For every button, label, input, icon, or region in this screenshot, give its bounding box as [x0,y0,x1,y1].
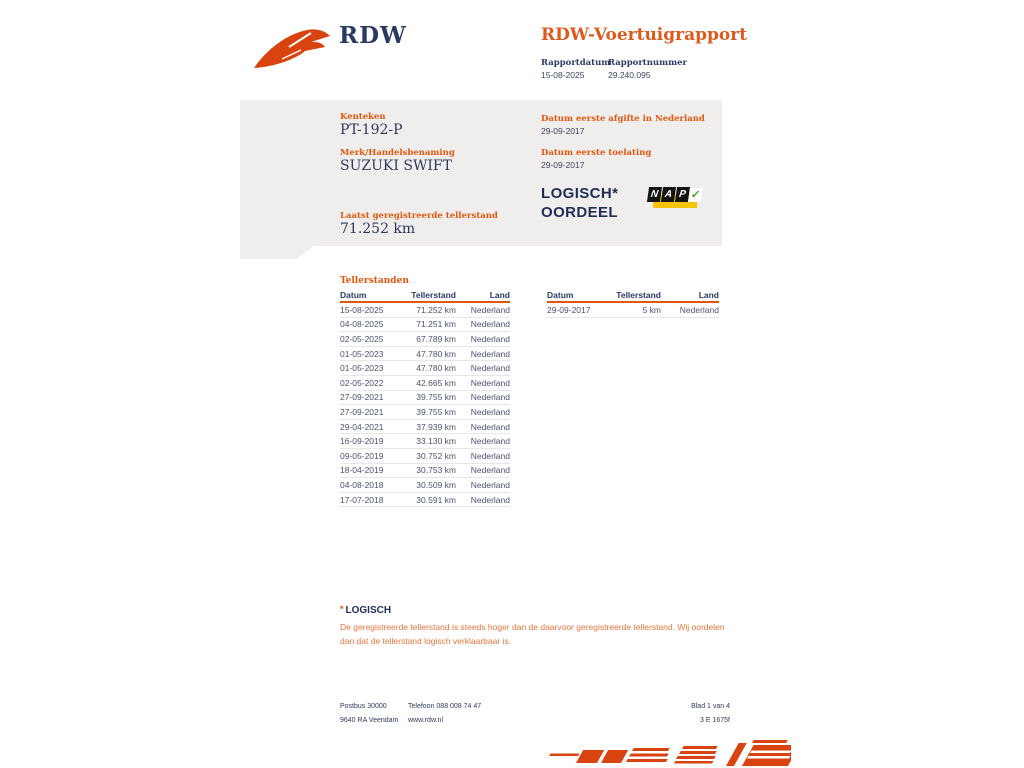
footnote-asterisk: * [340,604,344,614]
cell-land: Nederland [470,319,510,330]
table-row [340,405,510,420]
cell-land: Nederland [470,494,510,505]
wing-stripes-icon [546,740,791,768]
kenteken-label: Kenteken [340,112,386,122]
page-title: RDW-Voertuigrapport [541,25,748,45]
cell-land: Nederland [470,348,510,359]
col-land: Land [489,290,510,300]
oordeel-line2: OORDEEL [541,204,618,221]
cell-tellerstand: 30.509 km [416,479,456,490]
table-row [340,478,510,493]
table-row [340,376,510,391]
cell-land: Nederland [470,436,510,447]
cell-tellerstand: 33.130 km [416,436,456,447]
tellerstanden-title: Tellerstanden [340,276,409,286]
cell-datum: 09-05-2019 [340,450,384,461]
eerste-afgifte-value: 29-09-2017 [541,126,585,136]
table-row [340,464,510,479]
cell-land: Nederland [470,465,510,476]
rdw-logo [252,26,332,72]
table-body [547,303,719,318]
footer-page-number: Blad 1 van 4 [691,703,730,710]
panel-corner-tab [240,246,314,259]
cell-land: Nederland [470,333,510,344]
col-datum: Datum [547,290,574,300]
nap-letter-a: A [661,187,676,202]
cell-land: Nederland [679,304,719,315]
footer-address-line1: Postbus 30000 [340,703,387,710]
cell-tellerstand: 47.780 km [416,363,456,374]
rdw-wordmark: RDW [339,22,407,49]
cell-datum: 01-05-2023 [340,363,384,374]
rdw-wing-icon [252,26,332,72]
col-tellerstand: Tellerstand [411,290,456,300]
table-header [340,291,510,303]
table-header [547,291,719,303]
footnote-title-text: LOGISCH [345,605,392,616]
oordeel-text [541,184,618,222]
nap-check-icon: ✓ [688,188,703,202]
cell-datum: 04-08-2025 [340,319,384,330]
cell-tellerstand: 37.939 km [416,421,456,432]
cell-tellerstand: 67.789 km [416,333,456,344]
footer-phone: Telefoon 088 008 74 47 [408,703,482,710]
table-row [340,420,510,435]
tellerstanden-table-right [547,291,719,318]
report-number-value: 29.240.095 [608,70,651,80]
nap-letter-n: N [647,187,662,202]
cell-land: Nederland [470,421,510,432]
cell-land: Nederland [470,392,510,403]
laatste-tellerstand-label: Laatst geregistreerde tellerstand [340,211,498,221]
merk-label: Merk/Handelsbenaming [340,148,455,158]
cell-datum: 17-07-2018 [340,494,384,505]
cell-datum: 02-05-2022 [340,377,384,388]
report-date-label: Rapportdatum [541,58,611,68]
cell-datum: 15-08-2025 [340,304,384,315]
merk-value: SUZUKI SWIFT [340,158,452,174]
cell-datum: 29-04-2021 [340,421,384,432]
cell-land: Nederland [470,377,510,388]
cell-land: Nederland [470,304,510,315]
tellerstanden-table-left [340,291,510,507]
footnote-title [340,604,391,616]
cell-tellerstand: 5 km [642,304,661,315]
footer-address [340,700,398,728]
cell-datum: 04-08-2018 [340,479,384,490]
table-row [340,332,510,347]
footer-contact [408,700,481,728]
footnote-text: De geregistreerde tellerstand is steeds hoger dan de daarvoor geregistreerde tellerstand. Wij oordelen dan dat de tellerstand logisch verklaarbaar is. [340,622,725,646]
cell-tellerstand: 47.780 km [416,348,456,359]
cell-datum: 01-05-2023 [340,348,384,359]
cell-datum: 18-04-2019 [340,465,384,476]
cell-datum: 29-09-2017 [547,304,591,315]
cell-tellerstand: 39.755 km [416,392,456,403]
eerste-toelating-value: 29-09-2017 [541,160,585,170]
col-land: Land [698,290,719,300]
col-datum: Datum [340,290,367,300]
cell-datum: 27-09-2021 [340,406,384,417]
cell-land: Nederland [470,406,510,417]
cell-land: Nederland [470,450,510,461]
table-row [340,391,510,406]
table-row [340,303,510,318]
nap-letter-p: P [675,187,690,202]
table-row [340,361,510,376]
eerste-afgifte-label: Datum eerste afgifte in Nederland [541,114,705,124]
table-row [547,303,719,318]
footer-form-code: 3 E 1675f [700,717,730,724]
cell-datum: 16-09-2019 [340,436,384,447]
cell-tellerstand: 30.753 km [416,465,456,476]
nap-logo [648,186,701,210]
footer-website: www.rdw.nl [408,717,444,724]
cell-datum: 02-05-2025 [340,333,384,344]
table-row [340,347,510,362]
wing-stripes-graphic [546,740,791,768]
oordeel-line1: LOGISCH* [541,185,619,202]
report-date-value: 15-08-2025 [541,70,585,80]
table-row [340,434,510,449]
kenteken-value: PT-192-P [340,122,403,138]
eerste-toelating-label: Datum eerste toelating [541,148,652,158]
cell-tellerstand: 42.665 km [416,377,456,388]
report-number-label: Rapportnummer [608,58,687,68]
cell-tellerstand: 30.591 km [416,494,456,505]
cell-land: Nederland [470,363,510,374]
footer-page-info [630,700,730,728]
table-body [340,303,510,507]
footer-address-line2: 9640 RA Veendam [340,717,399,724]
cell-tellerstand: 30.752 km [416,450,456,461]
cell-tellerstand: 39.755 km [416,406,456,417]
col-tellerstand: Tellerstand [616,290,661,300]
cell-tellerstand: 71.251 km [416,319,456,330]
table-row [340,449,510,464]
table-row [340,493,510,508]
cell-tellerstand: 71.252 km [416,304,456,315]
laatste-tellerstand-value: 71.252 km [340,221,416,237]
cell-land: Nederland [470,479,510,490]
cell-datum: 27-09-2021 [340,392,384,403]
table-row [340,318,510,333]
